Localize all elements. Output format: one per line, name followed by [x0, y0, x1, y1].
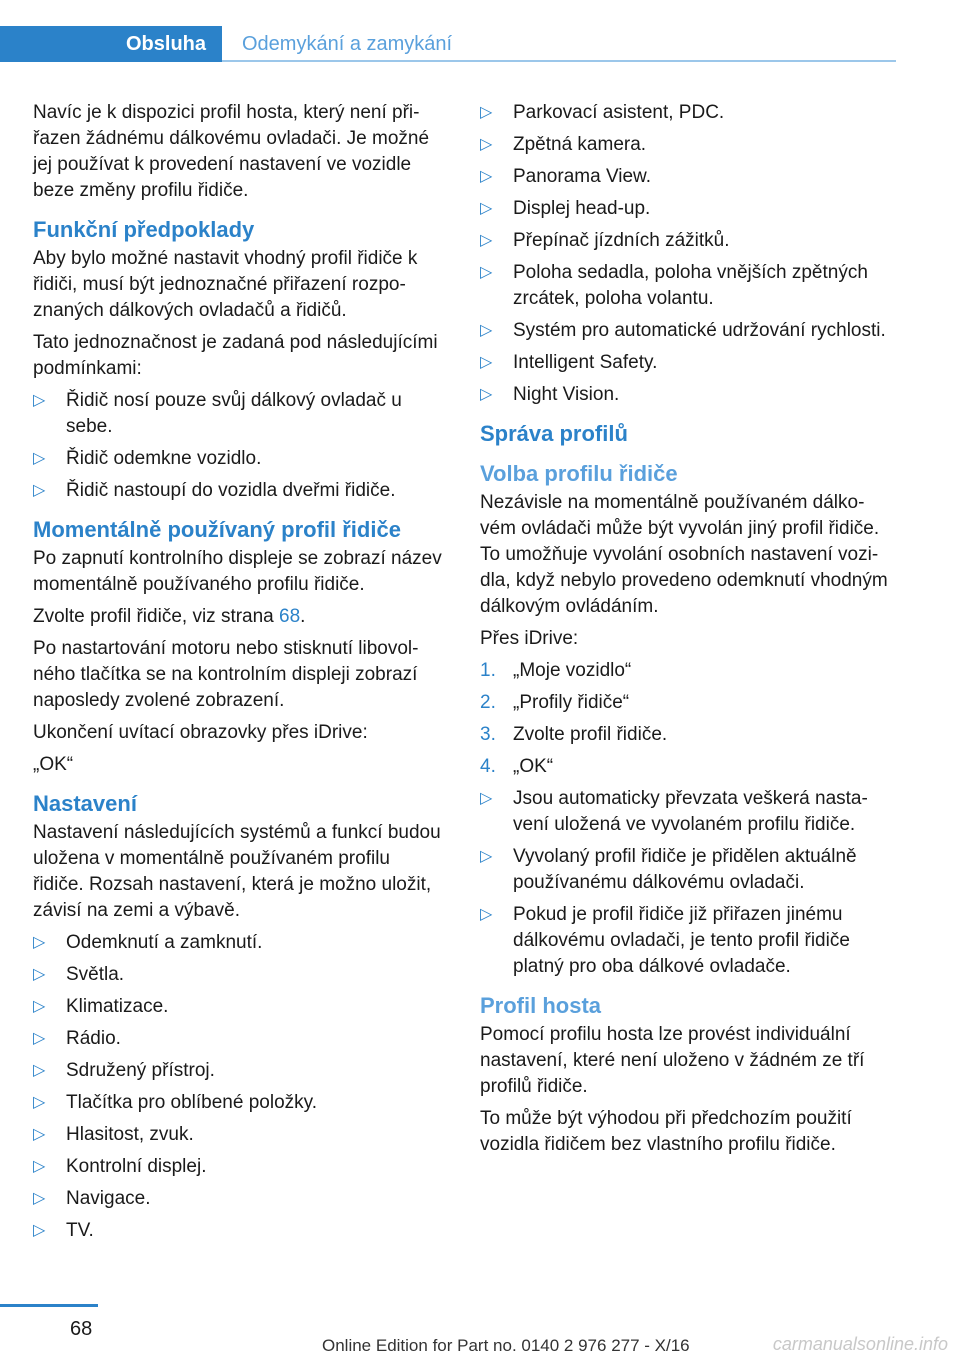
list-item: ▷ Odemknutí a zamknutí.: [33, 930, 445, 956]
triangle-bullet-icon: ▷: [33, 1062, 46, 1079]
step-item: 3. Zvolte profil řidiče.: [480, 722, 892, 748]
step-item: 1. „Moje vozidlo“: [480, 658, 892, 684]
edition-footer: Online Edition for Part no. 0140 2 976 277 - X/16: [322, 1336, 690, 1355]
triangle-bullet-icon: ▷: [33, 450, 46, 467]
heading-prerequisites: Funkční předpoklady: [33, 217, 255, 242]
list-item: ▷ Systém pro automatické udržování rychlosti.: [480, 318, 892, 344]
list-item: ▷ Vyvolaný profil řidiče je přidělen aktuálně používanému dálkovému ovladači.: [480, 846, 857, 893]
triangle-bullet-icon: ▷: [33, 1222, 46, 1239]
heading-profile-management: Správa profilů: [480, 421, 628, 446]
select-steps: [480, 658, 892, 780]
settings-list: [33, 930, 445, 1244]
current-paragraph-5: „OK“: [33, 754, 74, 775]
list-item: ▷ Panorama View.: [480, 164, 892, 190]
list-item: ▷ Zpětná kamera.: [480, 132, 892, 158]
list-item: ▷ Parkovací asistent, PDC.: [480, 100, 892, 126]
step-number: 1.: [480, 660, 496, 681]
heading-guest-profile: Profil hosta: [480, 993, 602, 1018]
watermark: carmanualsonline.info: [772, 1334, 948, 1354]
current-paragraph-2: Zvolte profil řidiče, viz strana 68.: [33, 606, 306, 627]
triangle-bullet-icon: ▷: [480, 232, 493, 249]
settings-paragraph: Nastavení následujících systémů a funkcí budou uložena v momentálně používaném profilu řidiče. Rozsah nastavení, která je možno uložit, závisí na zemi a výbavě.: [33, 822, 441, 921]
triangle-bullet-icon: ▷: [33, 392, 46, 409]
step-number: 2.: [480, 692, 496, 713]
prereq-list: [33, 388, 445, 504]
current-paragraph-1: Po zapnutí kontrolního displeje se zobrazí název momentálně používaného profilu řidiče.: [33, 548, 442, 595]
list-item: ▷ Poloha sedadla, poloha vnějších zpětných zrcátek, poloha volantu.: [480, 262, 868, 309]
list-item: ▷ Přepínač jízdních zážitků.: [480, 228, 892, 254]
list-item: ▷ Řidič nastoupí do vozidla dveřmi řidiče.: [33, 478, 445, 504]
triangle-bullet-icon: ▷: [480, 386, 493, 403]
list-item: ▷ Navigace.: [33, 1186, 445, 1212]
triangle-bullet-icon: ▷: [480, 848, 493, 865]
list-item: ▷ Řidič nosí pouze svůj dálkový ovladač u sebe.: [33, 390, 402, 437]
heading-select-profile: Volba profilu řidiče: [480, 461, 678, 486]
list-item: ▷ Night Vision.: [480, 382, 892, 408]
triangle-bullet-icon: ▷: [480, 168, 493, 185]
triangle-bullet-icon: ▷: [33, 1030, 46, 1047]
list-item: ▷ Řidič odemkne vozidlo.: [33, 446, 445, 472]
right-column: [480, 100, 892, 1164]
heading-settings: Nastavení: [33, 791, 137, 816]
current-paragraph-3: Po nastartování motoru nebo stisknutí libovolného tlačítka se na kontrolním displeji zobrazí naposledy zvolené zobrazení.: [33, 638, 419, 711]
triangle-bullet-icon: ▷: [33, 1126, 46, 1143]
triangle-bullet-icon: ▷: [33, 482, 46, 499]
list-item: ▷ Jsou automaticky převzata veškerá nastavení uložená ve vyvolaném profilu řidiče.: [480, 788, 868, 835]
step-item: 2. „Profily řidiče“: [480, 690, 892, 716]
triangle-bullet-icon: ▷: [33, 934, 46, 951]
list-item: ▷ Sdružený přístroj.: [33, 1058, 445, 1084]
list-item: ▷ Pokud je profil řidiče již přiřazen jinému dálkovému ovladači, je tento profil řidiče platný pro oba dálkové ovladače.: [480, 904, 850, 977]
page-number: 68: [70, 1318, 93, 1340]
triangle-bullet-icon: ▷: [33, 998, 46, 1015]
list-item: ▷ Klimatizace.: [33, 994, 445, 1020]
list-item: ▷ Světla.: [33, 962, 445, 988]
left-column: [33, 100, 445, 1250]
triangle-bullet-icon: ▷: [480, 200, 493, 217]
prereq-paragraph-2: Tato jednoznačnost je zadaná pod následujícími podmínkami:: [33, 332, 438, 379]
page-reference-link[interactable]: 68: [279, 606, 301, 627]
list-item: ▷ Intelligent Safety.: [480, 350, 892, 376]
header-rule: [222, 60, 896, 62]
heading-current-profile: Momentálně používaný profil řidiče: [33, 517, 401, 542]
prereq-paragraph-1: Aby bylo možné nastavit vhodný profil řidiče k řidiči, musí být jednoznačné přiřazení rozpoznaných dálkových ovladačů a řidičů.: [33, 248, 418, 321]
current-paragraph-4: Ukončení uvítací obrazovky přes iDrive:: [33, 722, 368, 743]
page-header: [0, 0, 960, 62]
step-item: 4. „OK“: [480, 754, 892, 780]
guest-paragraph-1: Pomocí profilu hosta lze provést individuální nastavení, které není uloženo v žádném ze tří profilů řidiče.: [480, 1024, 865, 1097]
triangle-bullet-icon: ▷: [480, 906, 493, 923]
triangle-bullet-icon: ▷: [480, 354, 493, 371]
step-number: 4.: [480, 756, 496, 777]
section-tab-unlocking[interactable]: Odemykání a zamykání: [242, 32, 453, 55]
select-notes-list: [480, 786, 892, 980]
triangle-bullet-icon: ▷: [480, 790, 493, 807]
triangle-bullet-icon: ▷: [480, 264, 493, 281]
triangle-bullet-icon: ▷: [480, 136, 493, 153]
footer-rule: [0, 1304, 98, 1307]
list-item: ▷ Rádio.: [33, 1026, 445, 1052]
list-item: ▷ Displej head-up.: [480, 196, 892, 222]
section-tab-operation[interactable]: Obsluha: [0, 26, 222, 62]
list-item: ▷ Hlasitost, zvuk.: [33, 1122, 445, 1148]
triangle-bullet-icon: ▷: [33, 1094, 46, 1111]
select-paragraph-2: Přes iDrive:: [480, 628, 579, 649]
intro-paragraph: Navíc je k dispozici profil hosta, který není přiřazen žádnému dálkovému ovladači. Je možné jej používat k provedení nastavení ve vozidle beze změny profilu řidiče.: [33, 102, 430, 201]
triangle-bullet-icon: ▷: [480, 104, 493, 121]
list-item: ▷ TV.: [33, 1218, 445, 1244]
list-item: ▷ Tlačítka pro oblíbené položky.: [33, 1090, 445, 1116]
list-item: ▷ Kontrolní displej.: [33, 1154, 445, 1180]
triangle-bullet-icon: ▷: [33, 966, 46, 983]
guest-paragraph-2: To může být výhodou při předchozím použití vozidla řidičem bez vlastního profilu řidiče.: [480, 1108, 852, 1155]
step-number: 3.: [480, 724, 496, 745]
settings-list-continued: [480, 100, 892, 408]
triangle-bullet-icon: ▷: [33, 1158, 46, 1175]
select-paragraph-1: Nezávisle na momentálně používaném dálkovém ovládači může být vyvolán jiný profil řidiče. To umožňuje vyvolání osobních nastavení vozidla, když nebylo provedeno odemknutí vhodným dálkovým ovládáním.: [480, 492, 888, 617]
triangle-bullet-icon: ▷: [33, 1190, 46, 1207]
triangle-bullet-icon: ▷: [480, 322, 493, 339]
